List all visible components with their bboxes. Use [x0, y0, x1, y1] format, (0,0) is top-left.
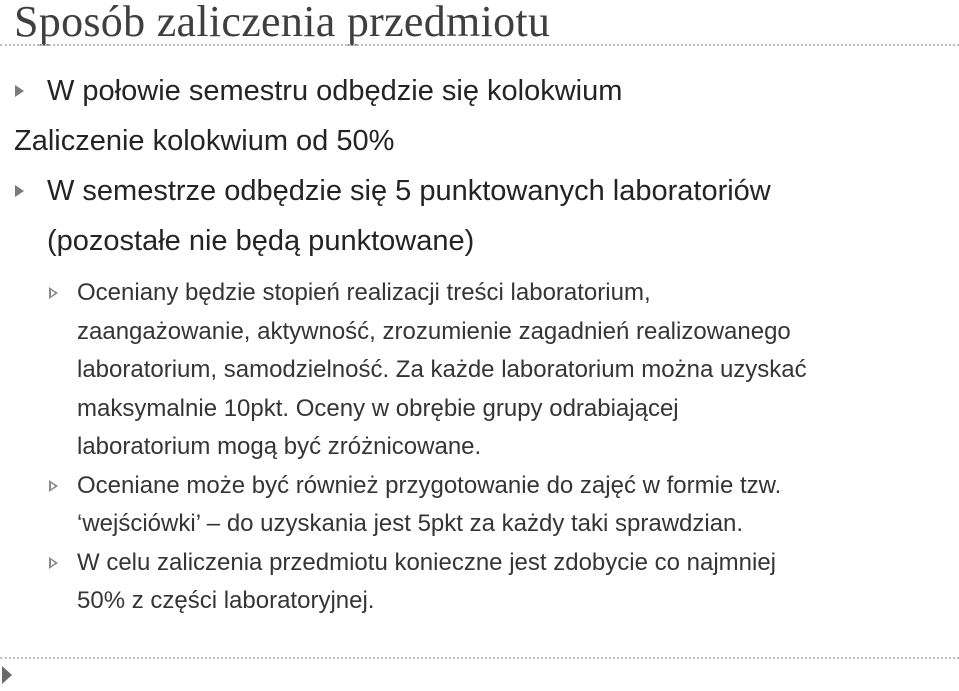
subbullet-item-ocena	[0, 274, 959, 467]
bullet-item-kolokwium	[0, 66, 959, 116]
subbullet-text-line-3: laboratorium, samodzielność. Za każde laboratorium można uzyskać	[77, 356, 807, 383]
plain-text: Zaliczenie kolokwium od 50%	[14, 125, 395, 157]
triangle-bullet-icon	[49, 480, 58, 492]
subbullet-text-line-2: 50% z części laboratoryjnej.	[77, 587, 375, 614]
subbullet-text-line-1: W celu zaliczenia przedmiotu konieczne jest zdobycie co najmniej	[77, 548, 776, 576]
triangle-bullet-icon	[15, 85, 24, 97]
plain-item-zaliczenie	[0, 116, 959, 166]
subbullet-item-wejsciowki	[0, 467, 959, 544]
subbullet-text-line-2: ‘wejściówki’ – do uzyskania jest 5pkt za każdy taki sprawdzian.	[77, 510, 744, 537]
bullet-text-line-1: W semestrze odbędzie się 5 punktowanych laboratoriów	[47, 175, 771, 207]
triangle-bullet-icon	[49, 287, 58, 299]
bullet-text: W połowie semestru odbędzie się kolokwium	[47, 75, 623, 107]
subbullet-text-line-5: laboratorium mogą być zróżnicowane.	[77, 433, 482, 460]
subbullet-text-line-2: zaangażowanie, aktywność, zrozumienie zagadnień realizowanego	[77, 317, 791, 345]
triangle-bullet-icon	[15, 185, 24, 197]
bullet-text-line-2: (pozostałe nie będą punktowane)	[47, 225, 475, 257]
bullet-item-laboratoria	[0, 166, 959, 266]
title-divider	[0, 44, 959, 46]
footer-divider	[0, 657, 959, 659]
corner-arrow-icon	[2, 666, 12, 684]
subbullet-item-warunek	[0, 544, 959, 621]
slide-content	[0, 66, 959, 621]
subbullet-text-line-4: maksymalnie 10pkt. Oceny w obrębie grupy odrabiającej	[77, 394, 679, 422]
subbullet-text-line-1: Oceniany będzie stopień realizacji treści laboratorium,	[77, 279, 651, 306]
triangle-bullet-icon	[49, 557, 58, 569]
subbullet-text-line-1: Oceniane może być również przygotowanie do zajęć w formie tzw.	[77, 471, 782, 499]
slide-title: Sposób zaliczenia przedmiotu	[14, 0, 551, 46]
